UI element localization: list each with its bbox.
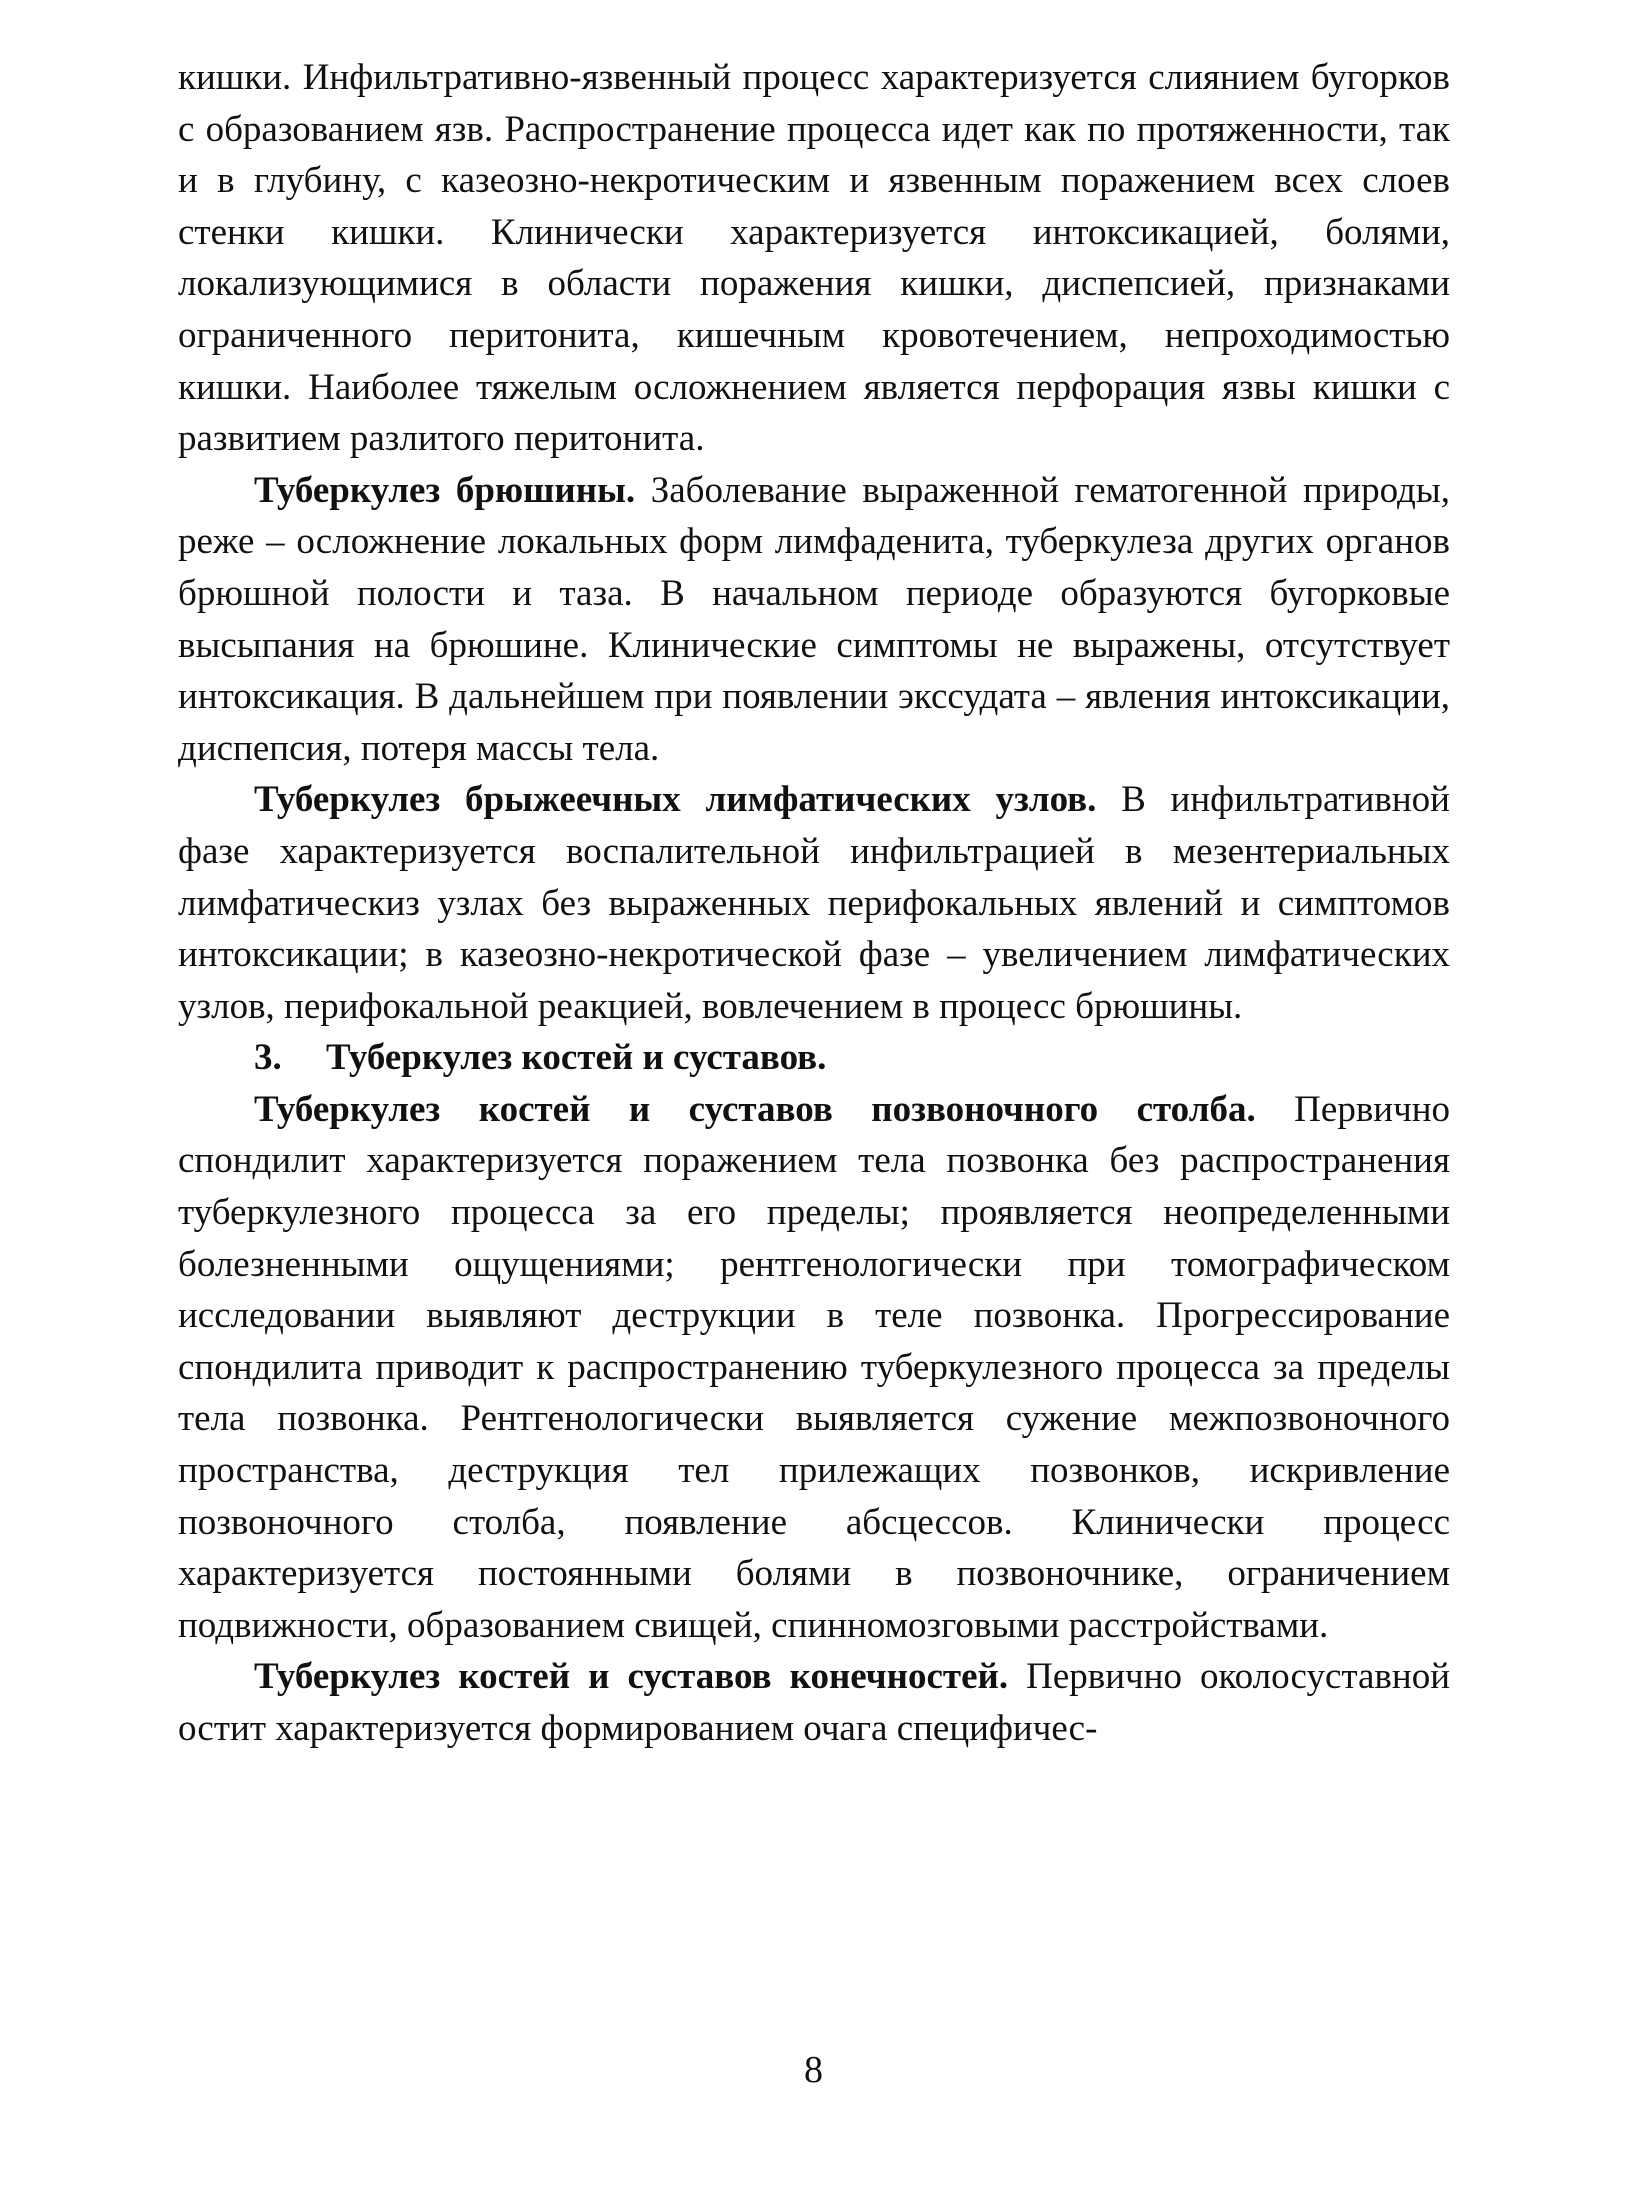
paragraph-limbs-tuberculosis xyxy=(178,1651,1450,1754)
paragraph-intestinal-tuberculosis xyxy=(178,52,1450,465)
paragraph-peritoneum-tuberculosis xyxy=(178,465,1450,775)
paragraph-text: Первично спондилит характеризуется поражением тела позвонка без распространения туберкулезного процесса за его пределы; проявляется неопределенными болезненными ощущениями; рентгенологически при томографическом исследовании выявляют деструкции в теле позвонка. Прогрессирование спондилита приводит к распространению туберкулезного процесса за пределы тела позвонка. Рентгенологически выявляется сужение межпозвоночного пространства, деструкция тел прилежащих позвонков, искривление позвоночного столба, появление абсцессов. Клинически процесс характеризуется постоянными болями в позвоночнике, ограничением подвижности, образованием свищей, спинномозговыми расстройствами. xyxy=(178,1088,1451,1646)
page-number: 8 xyxy=(804,2049,823,2091)
paragraph-lead-heading: Туберкулез брыжеечных лимфатических узлов. xyxy=(254,779,1097,821)
paragraph-spine-tuberculosis xyxy=(178,1084,1450,1652)
section-heading xyxy=(178,1032,1450,1084)
paragraph-mesenteric-lymph-nodes xyxy=(178,774,1450,1032)
paragraph-text: кишки. Инфильтративно-язвенный процесс характеризуется слиянием бугорков с образованием язв. Распространение процесса идет как по протяженности, так и в глубину, с казеозно-некротическим и язвенным поражением всех слоев стенки кишки. Клинически характеризуется интоксикацией, болями, локализующимися в области поражения кишки, диспепсией, признаками ограниченного перитонита, кишечным кровотечением, непроходимостью кишки. Наиболее тяжелым осложнением является перфорация язвы кишки с развитием разлитого перитонита. xyxy=(178,57,1450,460)
paragraph-lead-heading: Туберкулез костей и суставов конечностей. xyxy=(254,1656,1009,1698)
paragraph-lead-heading: Туберкулез брюшины. xyxy=(254,469,636,511)
paragraph-text: Первично околосуставной остит характеризуется формированием очага специфичес- xyxy=(178,1656,1450,1749)
document-page xyxy=(178,52,1450,1755)
section-number: 3. xyxy=(254,1037,282,1079)
paragraph-lead-heading: Туберкулез костей и суставов позвоночного столба. xyxy=(254,1088,1256,1130)
section-title: Туберкулез костей и суставов. xyxy=(326,1037,827,1079)
paragraph-text: В инфильтративной фазе характеризуется воспалительной инфильтрацией в мезентериальных лимфатическиз узлах без выраженных перифокальных явлений и симптомов интоксикации; в казеозно-некротической фазе – увеличением лимфатических узлов, перифокальной реакцией, вовлечением в процесс брюшины. xyxy=(178,779,1450,1027)
paragraph-text: Заболевание выраженной гематогенной природы, реже – осложнение локальных форм лимфаденита, туберкулеза других органов брюшной полости и таза. В начальном периоде образуются бугорковые высыпания на брюшине. Клинические симптомы не выражены, отсутствует интоксикация. В дальнейшем при появлении экссудата – явления интоксикации, диспепсия, потеря массы тела. xyxy=(178,469,1450,769)
